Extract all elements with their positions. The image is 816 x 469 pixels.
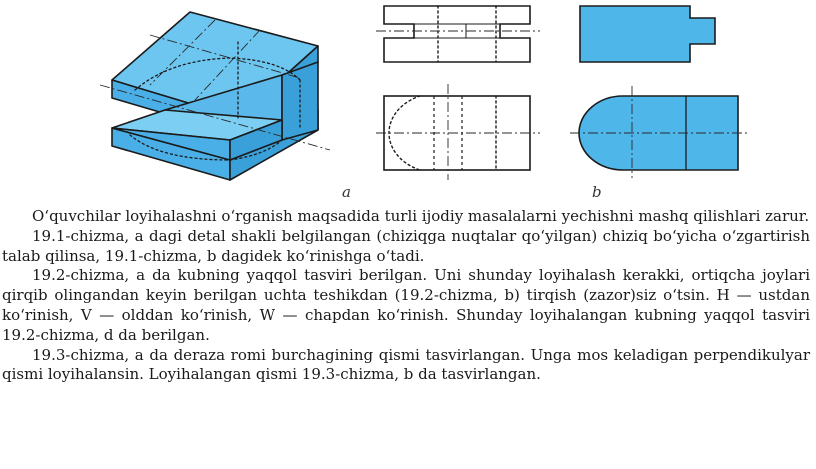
technical-drawing xyxy=(0,0,816,205)
paragraph-3: 19.2-chizma, a da kubning yaqqol tasviri berilgan. Uni shunday loyihalash kerakki, ortiqcha joylari qirqib olingandan keyin berilgan uchta teshikdan (19.2-chizma, b) tirqish (zazor)siz o‘tsin. H — ustdan ko‘rinish, V — olddan ko‘rinish, W — chapdan ko‘rinish. Shunday loyihalangan kubning yaqqol tasviri 19.2-chizma, d da berilgan. xyxy=(2,266,810,344)
ortho-top-view-b xyxy=(580,6,715,62)
body-text xyxy=(2,207,810,385)
ortho-top-view-a xyxy=(384,6,530,62)
figure-19-1 xyxy=(0,0,816,205)
figure-label-a: a xyxy=(342,183,351,201)
paragraph-1: O‘quvchilar loyihalashni o‘rganish maqsadida turli ijodiy masalalarni yechishni mashq qilishlari zarur. xyxy=(32,207,810,225)
isometric-part xyxy=(112,12,318,180)
paragraph-4: 19.3-chizma, a da deraza romi burchagining qismi tasvirlangan. Unga mos keladigan perpendikulyar qismi loyihalansin. Loyihalangan qismi 19.3-chizma, b da tasvirlangan. xyxy=(2,345,810,384)
paragraph-2: 19.1-chizma, a dagi detal shakli belgilangan (chiziqga nuqtalar qo‘yilgan) chiziq bo‘yicha o‘zgartirish talab qilinsa, 19.1-chizma, b dagidek ko‘rinishga o‘tadi. xyxy=(2,226,810,265)
figure-label-b: b xyxy=(592,183,602,201)
